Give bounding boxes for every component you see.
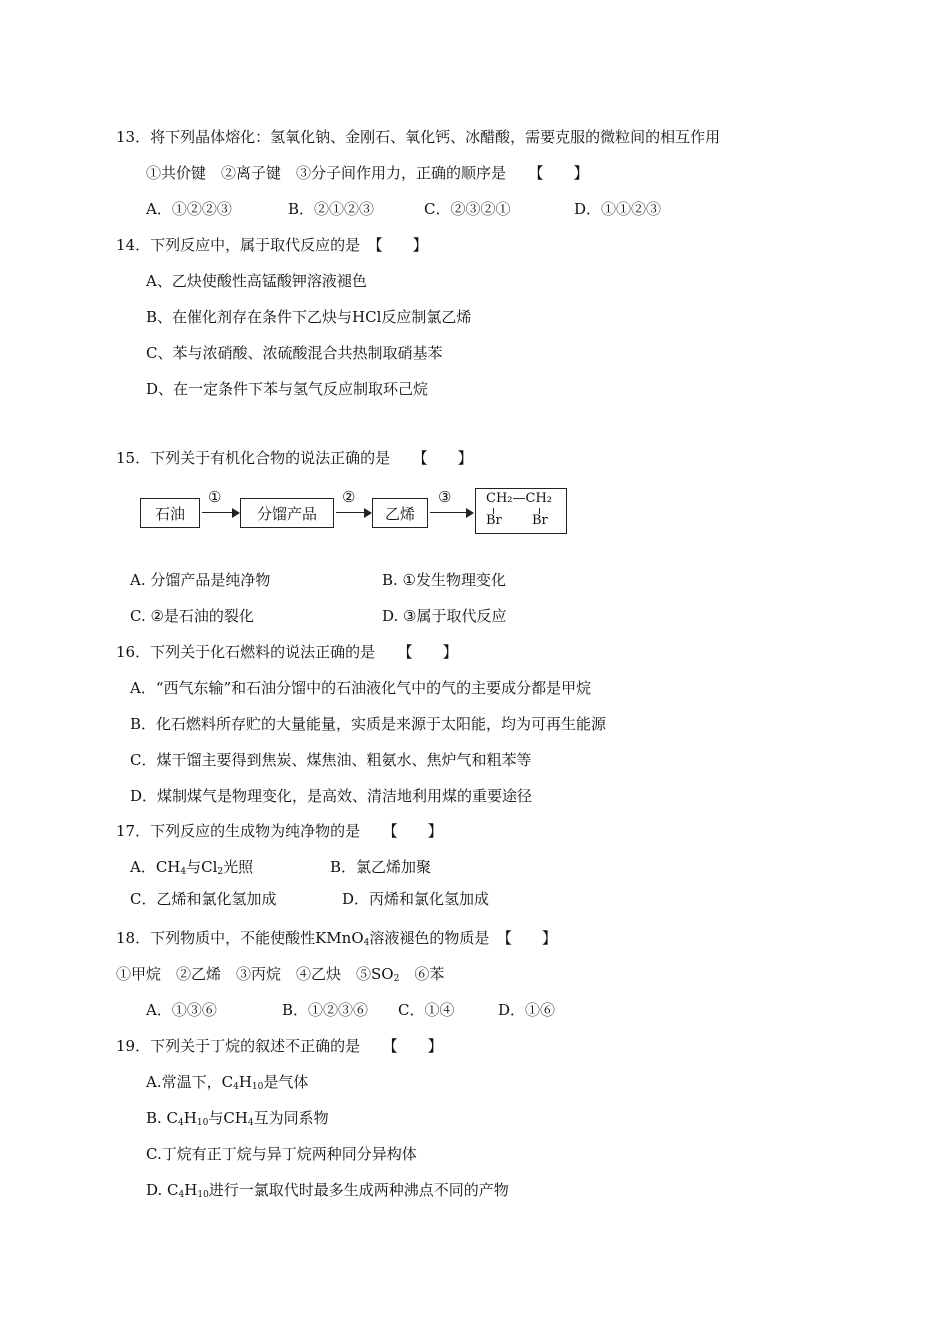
q16-option-c: C．煤干馏主要得到焦炭、煤焦油、粗氨水、焦炉气和粗苯等 <box>130 751 532 769</box>
q16-option-d: D．煤制煤气是物理变化，是高效、清洁地利用煤的重要途径 <box>130 787 533 805</box>
flow-arrow-3 <box>430 512 472 513</box>
q15-option-c: C. ②是石油的裂化 <box>130 607 254 625</box>
q17-stem: 17．下列反应的生成物为纯净物的是 【 】 <box>116 822 443 840</box>
q19-option-d <box>146 1180 509 1200</box>
q14-option-b: B、在催化剂存在条件下乙炔与HCl反应制氯乙烯 <box>146 308 472 326</box>
flow-arrow-2 <box>336 512 370 513</box>
q18-items <box>116 964 444 984</box>
product-formula-top: CH₂—CH₂ <box>486 491 552 506</box>
q18-option-b: B．①②③⑥ <box>282 1001 369 1019</box>
q17-option-d: D．丙烯和氯化氢加成 <box>342 890 490 908</box>
flow-box-ethylene: 乙烯 <box>372 498 428 528</box>
q19-d-text3: 进行一氯取代时最多生成两种沸点不同的产物 <box>208 1181 509 1199</box>
q18-option-d: D．①⑥ <box>498 1001 556 1019</box>
flow-box-fractions: 分馏产品 <box>240 498 334 528</box>
q13-stem: 13．将下列晶体熔化：氢氧化钠、金刚石、氧化钙、冰醋酸，需要克服的微粒间的相互作用 <box>116 128 721 146</box>
q18-stem-sub: 4 <box>363 938 370 948</box>
q17-option-a <box>130 857 253 877</box>
q19-option-c: C.丁烷有正丁烷与异丁烷两种同分异构体 <box>146 1145 417 1163</box>
flow-step-1: ① <box>208 488 222 506</box>
q17-option-b: B．氯乙烯加聚 <box>330 858 432 876</box>
q14-option-d: D、在一定条件下苯与氢气反应制取环己烷 <box>146 380 429 398</box>
q19-b-sub1: 4 <box>178 1118 184 1128</box>
q19-a-text1: A.常温下，C <box>146 1073 234 1091</box>
flow-box-petroleum: 石油 <box>140 498 200 528</box>
q14-stem: 14．下列反应中，属于取代反应的是 【 】 <box>116 236 428 254</box>
q18-stem <box>116 928 557 948</box>
q17-a-sub1: 4 <box>180 867 187 877</box>
q15-option-b: B. ①发生物理变化 <box>382 571 507 589</box>
q14-option-c: C、苯与浓硝酸、浓硫酸混合共热制取硝基苯 <box>146 344 443 362</box>
product-br-left: Br <box>486 513 502 528</box>
q19-b-text3: 与CH <box>208 1109 248 1127</box>
q19-a-sub2: 10 <box>251 1082 264 1092</box>
q13-option-d: D．①①②③ <box>574 200 662 218</box>
q19-stem: 19．下列关于丁烷的叙述不正确的是 【 】 <box>116 1037 443 1055</box>
q19-d-text1: D. C <box>146 1181 179 1199</box>
q19-a-text2: H <box>238 1073 252 1091</box>
q19-b-text1: B. C <box>146 1109 179 1127</box>
flow-product-dibromoethane <box>475 488 567 534</box>
q15-option-d: D. ③属于取代反应 <box>382 607 507 625</box>
q19-d-sub1: 4 <box>178 1190 185 1200</box>
q13-option-b: B．②①②③ <box>288 200 375 218</box>
q18-stem-text2: 溶液褪色的物质是 【 】 <box>369 929 557 947</box>
q18-option-a: A．①③⑥ <box>146 1001 217 1019</box>
flow-step-2: ② <box>342 488 356 506</box>
q13-option-a: A．①②②③ <box>146 200 232 218</box>
q18-items-text1: ①甲烷 ②乙烯 ③丙烷 ④乙炔 ⑤SO <box>116 965 394 983</box>
q14-option-a: A、乙炔使酸性高锰酸钾溶液褪色 <box>146 272 367 290</box>
q19-d-text2: H <box>184 1181 198 1199</box>
q19-b-text2: H <box>183 1109 197 1127</box>
q17-a-sub2: 2 <box>217 867 224 877</box>
q18-option-c: C．①④ <box>398 1001 455 1019</box>
q19-a-text3: 是气体 <box>263 1073 309 1091</box>
q19-b-text4: 互为同系物 <box>253 1109 329 1127</box>
q15-flow-diagram <box>140 488 570 540</box>
q16-stem: 16．下列关于化石燃料的说法正确的是 【 】 <box>116 643 458 661</box>
q19-a-sub1: 4 <box>233 1082 239 1092</box>
q19-d-sub2: 10 <box>197 1190 209 1200</box>
q15-stem: 15．下列关于有机化合物的说法正确的是 【 】 <box>116 449 473 467</box>
q16-option-b: B．化石燃料所存贮的大量能量，实质是来源于太阳能，均为可再生能源 <box>130 715 607 733</box>
q17-a-text1: A．CH <box>130 858 181 876</box>
q18-items-sub: 2 <box>393 974 400 984</box>
q19-option-b <box>146 1108 329 1128</box>
q16-option-a: A．“西气东输”和石油分馏中的石油液化气中的气的主要成分都是甲烷 <box>130 679 592 697</box>
flow-step-3: ③ <box>438 488 452 506</box>
product-br-right: Br <box>532 513 548 528</box>
q13-option-c: C．②③②① <box>424 200 511 218</box>
q18-items-text2: ⑥苯 <box>399 965 445 983</box>
q17-a-text2: 与Cl <box>186 858 218 876</box>
flow-arrow-1 <box>202 512 238 513</box>
q19-option-a <box>146 1072 308 1092</box>
q18-stem-text1: 18．下列物质中，不能使酸性KMnO <box>116 929 364 947</box>
q19-b-sub3: 4 <box>247 1118 254 1128</box>
q19-b-sub2: 10 <box>196 1118 209 1128</box>
q13-line2: ①共价键 ②离子键 ③分子间作用力，正确的顺序是 【 】 <box>146 164 589 182</box>
q15-option-a: A. 分馏产品是纯净物 <box>130 571 271 589</box>
q17-option-c: C．乙烯和氯化氢加成 <box>130 890 277 908</box>
q17-a-text3: 光照 <box>223 858 254 876</box>
